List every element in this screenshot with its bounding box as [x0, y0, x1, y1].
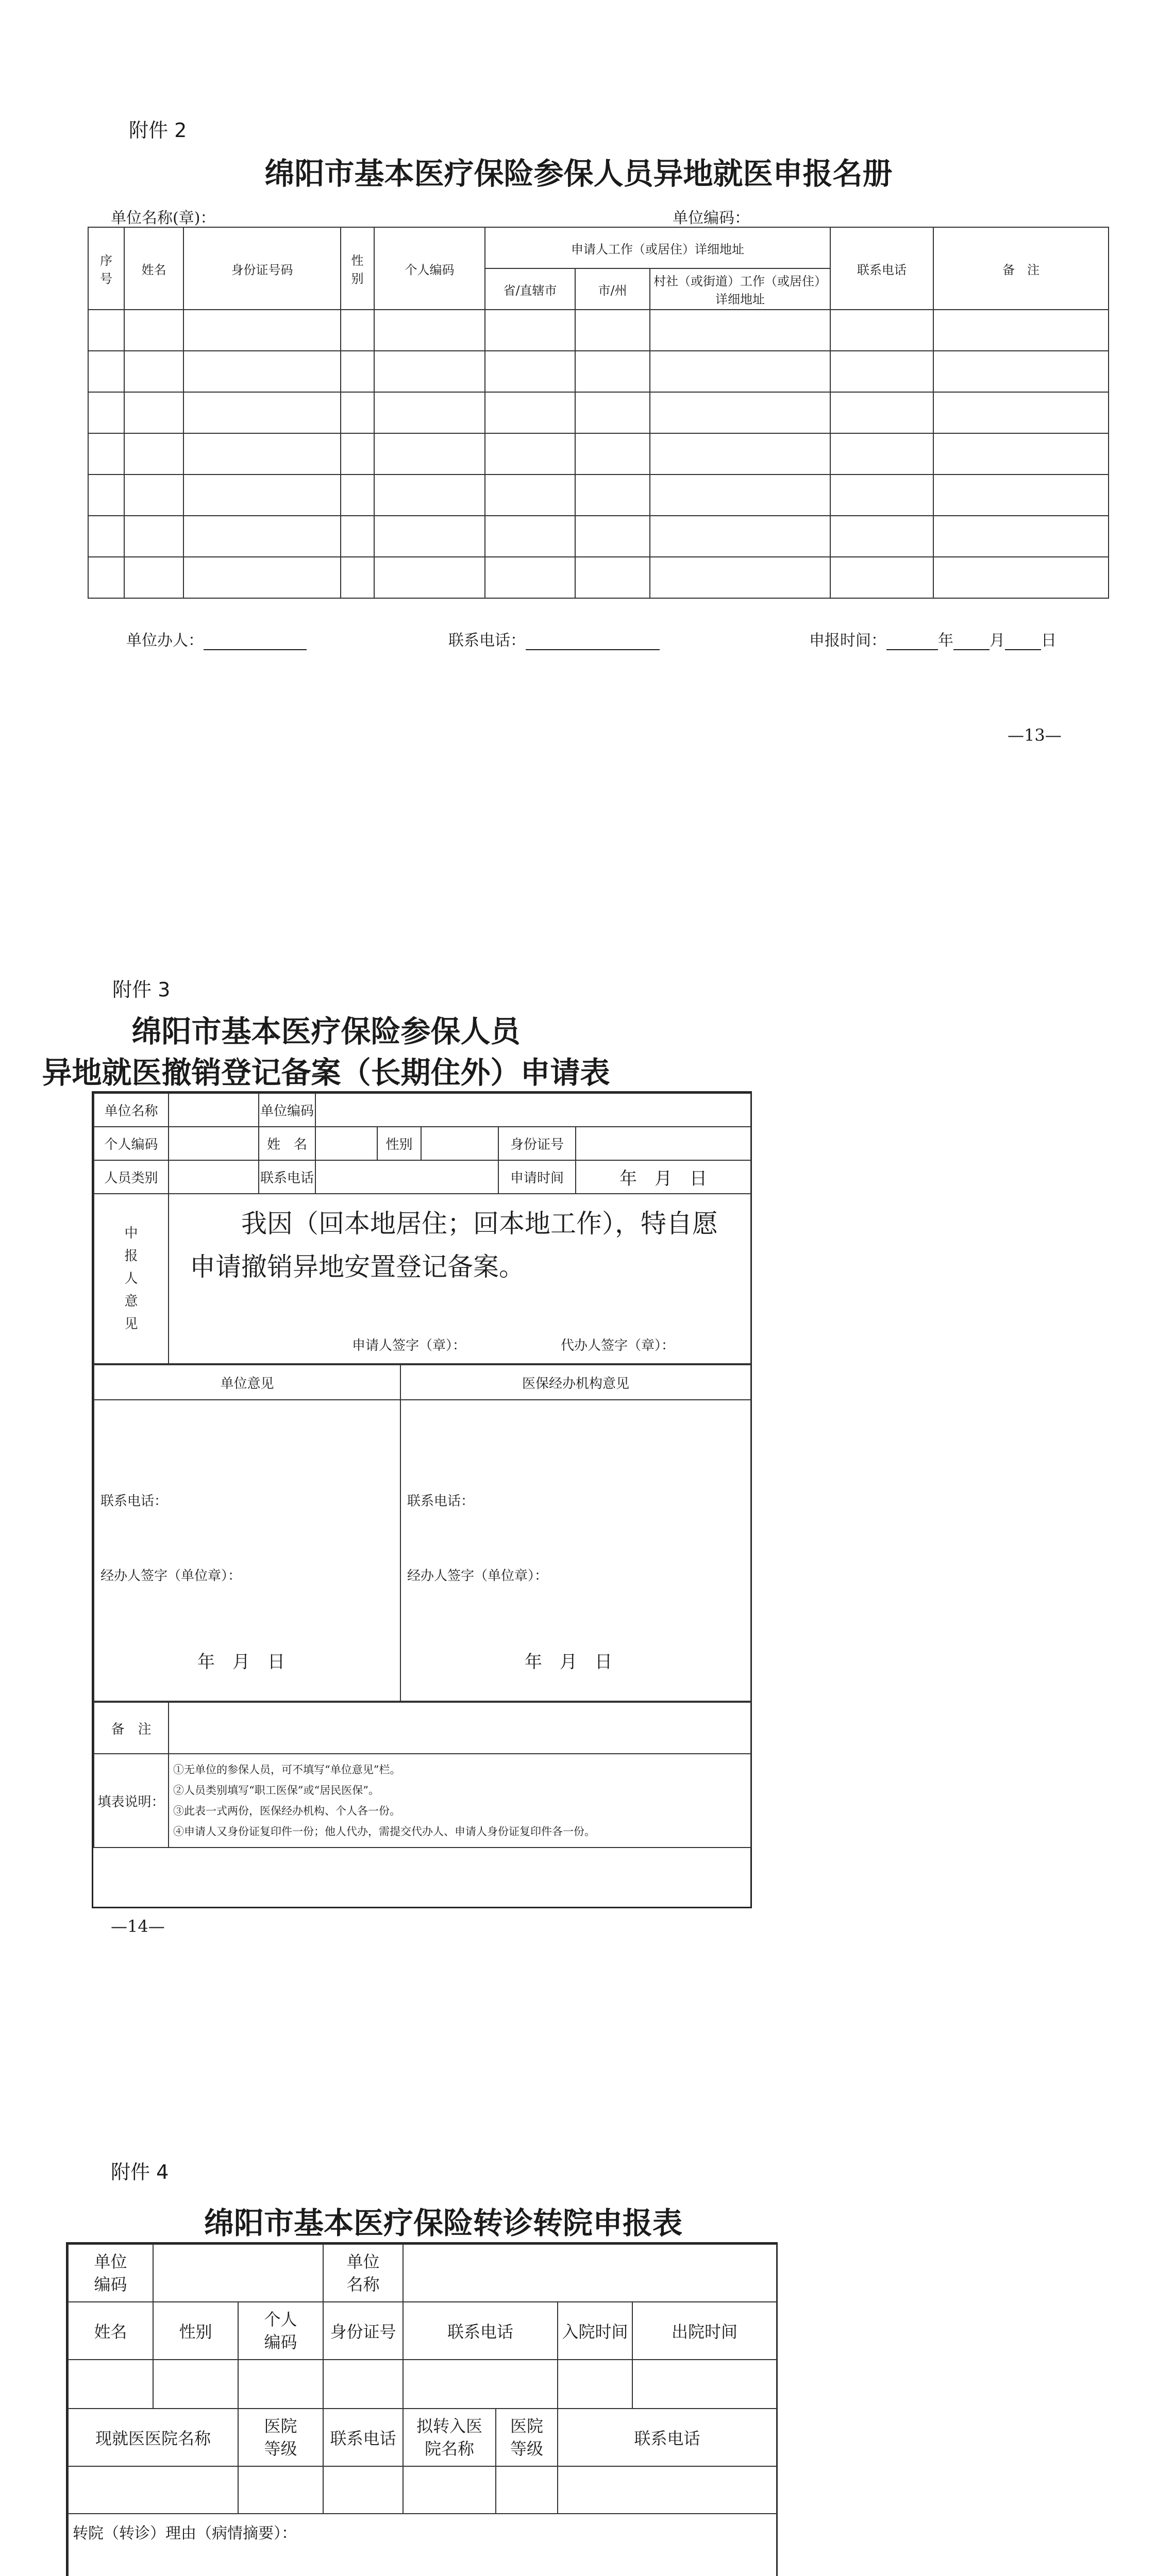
unit-code-label: 单位编码：: [673, 209, 750, 227]
person-type-label: 人员类别: [94, 1160, 169, 1194]
instruction-item: ④申请人又身份证复印件一份；他人代办，需提交代办人、申请人身份证复印件各一份。: [173, 1825, 595, 1838]
registration-roster-table: [88, 227, 1109, 599]
table-row: [88, 310, 1109, 351]
col-header-no: 序号: [88, 227, 124, 310]
col-header-address: 申请人工作（或居住）详细地址: [485, 227, 830, 268]
attachment-3-title-line2: 异地就医撤销登记备案（长期住外）申请表: [42, 1055, 610, 1090]
month-label: 月: [990, 632, 1005, 650]
phone-label: 联系电话：: [448, 632, 526, 650]
col-header-city: 市/州: [575, 268, 650, 310]
attachment-3-title-line1: 绵阳市基本医疗保险参保人员: [131, 1014, 521, 1049]
apply-time-label: 申请时间: [498, 1160, 576, 1194]
unit-code-field: [673, 205, 915, 228]
person-type-value[interactable]: [169, 1160, 259, 1194]
unit-contact: 联系电话：: [100, 1494, 168, 1509]
id-label: 身份证号: [498, 1127, 576, 1160]
table-row: [68, 2360, 777, 2409]
unit-opinion-date: 年 月 日: [197, 1652, 285, 1672]
unit-code-value[interactable]: [315, 1093, 751, 1127]
instruction-item: ③此表一式两份，医保经办机构、个人各一份。: [173, 1805, 400, 1817]
col-header-province: 省/直辖市: [485, 268, 575, 310]
attachment-3-label: 附件 3: [112, 978, 171, 1001]
col-header-note: 备 注: [933, 227, 1109, 310]
unit-name-label: 单位名称: [323, 2244, 403, 2302]
name-value[interactable]: [315, 1127, 377, 1160]
note-table: [93, 1702, 751, 1848]
table-row: [88, 474, 1109, 516]
applicant-statement: 我因（回本地居住；回本地工作），特自愿申请撤销异地安置登记备案。: [190, 1209, 718, 1282]
applicant-opinion-cell[interactable]: [169, 1194, 751, 1364]
referral-reason-label: 转院（转诊）理由（病情摘要）：: [73, 2524, 297, 2543]
personal-code-label: 个人编码: [238, 2302, 323, 2360]
sex-label: 性别: [377, 1127, 421, 1160]
revocation-form: [92, 1091, 752, 1908]
table-row: [88, 351, 1109, 392]
col-header-phone: 联系电话: [830, 227, 933, 310]
sex-label: 性别: [153, 2302, 238, 2360]
instruction-item: ②人员类别填写“职工医保”或“居民医保”。: [173, 1784, 379, 1797]
name-label: 姓名: [68, 2302, 153, 2360]
attachment-2-title: 绵阳市基本医疗保险参保人员异地就医申报名册: [264, 156, 893, 191]
unit-name-value[interactable]: [403, 2244, 777, 2302]
col-header-name: 姓名: [124, 227, 183, 310]
table-row: [88, 516, 1109, 557]
sex-value[interactable]: [421, 1127, 498, 1160]
name-label: 姓 名: [259, 1127, 315, 1160]
page-number-13: —13—: [1008, 725, 1062, 745]
unit-name-field: [111, 205, 463, 228]
date-label: 申报时间：: [809, 632, 886, 650]
referral-reason-cell[interactable]: [68, 2514, 777, 2576]
unit-code-label: 单位编码: [259, 1093, 315, 1127]
current-hospital-phone-label: 联系电话: [323, 2409, 403, 2466]
attachment-4-label: 附件 4: [111, 2161, 169, 2183]
applicant-sign: 申请人签字（章）：: [352, 1338, 466, 1353]
unit-opinion-header: 单位意见: [94, 1365, 400, 1400]
col-header-code: 个人编码: [374, 227, 485, 310]
agency-opinion-date: 年 月 日: [525, 1652, 612, 1672]
phone-label: 联系电话: [259, 1160, 315, 1194]
table-row: [88, 392, 1109, 433]
instructions-list: [169, 1754, 751, 1848]
opinions-table: [93, 1364, 751, 1702]
instruction-item: ①无单位的参保人员，可不填写“单位意见”栏。: [173, 1764, 401, 1776]
unit-handler-sign: 经办人签字（单位章）：: [100, 1568, 242, 1584]
year-label: 年: [938, 632, 953, 650]
roster-handler: [126, 628, 307, 650]
applicant-opinion-label: 中报人意见: [94, 1194, 169, 1364]
agent-sign: 代办人签字（章）：: [561, 1338, 675, 1353]
day-label: 日: [1041, 632, 1057, 650]
agency-handler-sign: 经办人签字（单位章）：: [407, 1568, 548, 1584]
current-hospital-label: 现就医医院名称: [68, 2409, 238, 2466]
phone-value[interactable]: [315, 1160, 498, 1194]
instructions-label: 填表说明：: [94, 1754, 169, 1848]
hospital-level-label: 医院等级: [238, 2409, 323, 2466]
attachment-2-label: 附件 2: [129, 119, 187, 142]
out-time-label: 出院时间: [632, 2302, 777, 2360]
table-row: [88, 557, 1109, 598]
target-hospital-label: 拟转入医院名称: [403, 2409, 496, 2466]
unit-name-value[interactable]: [169, 1093, 259, 1127]
agency-contact: 联系电话：: [407, 1494, 475, 1509]
unit-name-label: 单位名称: [94, 1093, 169, 1127]
unit-opinion-cell[interactable]: [94, 1400, 400, 1701]
table-row: [68, 2466, 777, 2514]
phone-label: 联系电话: [403, 2302, 558, 2360]
unit-name-label: 单位名称(章)：: [111, 209, 216, 227]
personal-code-value[interactable]: [169, 1127, 259, 1160]
roster-date: [809, 628, 1057, 650]
target-hospital-phone-label: 联系电话: [558, 2409, 777, 2466]
id-value[interactable]: [576, 1127, 751, 1160]
col-header-detail: 村社（或街道）工作（或居住）详细地址: [650, 268, 830, 310]
note-label: 备 注: [94, 1702, 169, 1754]
referral-form: [66, 2242, 778, 2576]
unit-code-value[interactable]: [153, 2244, 323, 2302]
agency-opinion-cell[interactable]: [400, 1400, 751, 1701]
handler-label: 单位办人：: [126, 632, 204, 650]
page-number-14: —14—: [111, 1917, 165, 1936]
roster-phone: [448, 628, 660, 650]
in-time-label: 入院时间: [558, 2302, 632, 2360]
applicant-info-table: [93, 1093, 751, 1364]
agency-opinion-header: 医保经办机构意见: [400, 1365, 751, 1400]
note-value[interactable]: [169, 1702, 751, 1754]
col-header-id: 身份证号码: [183, 227, 341, 310]
personal-code-label: 个人编码: [94, 1127, 169, 1160]
table-row: [88, 433, 1109, 474]
target-hospital-level-label: 医院等级: [496, 2409, 558, 2466]
apply-time-value[interactable]: 年 月 日: [576, 1160, 751, 1194]
col-header-sex: 性别: [341, 227, 374, 310]
attachment-4-title: 绵阳市基本医疗保险转诊转院申报表: [204, 2206, 682, 2241]
referral-info-table: [68, 2244, 777, 2576]
unit-code-label: 单位编码: [68, 2244, 153, 2302]
id-label: 身份证号: [323, 2302, 403, 2360]
